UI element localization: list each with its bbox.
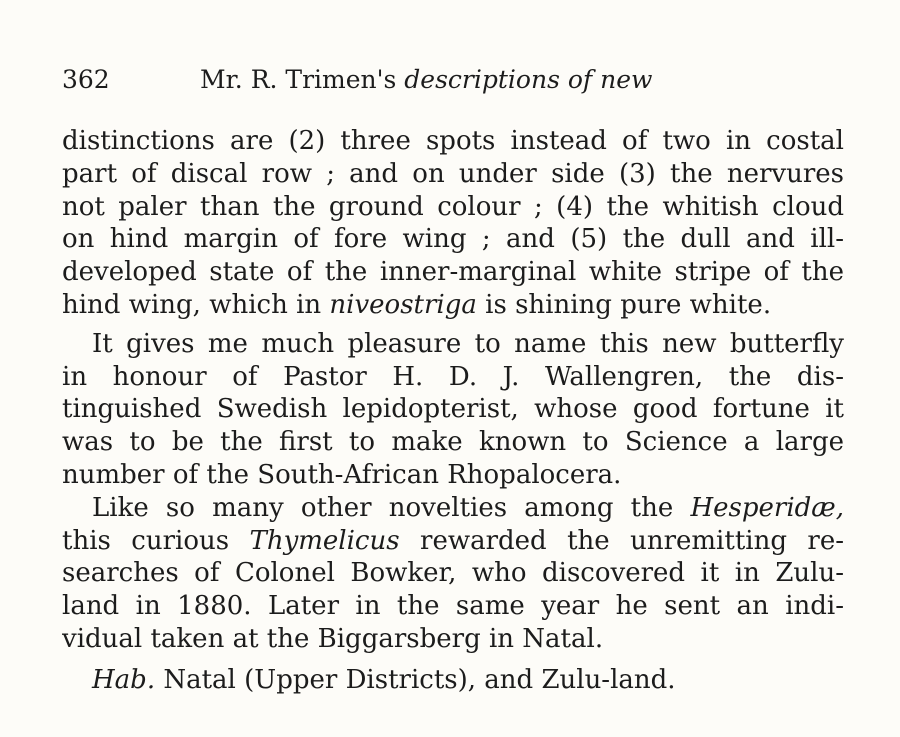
- paragraph-2: [62, 328, 844, 492]
- running-head-title: [200, 62, 652, 98]
- text-line: [62, 492, 844, 525]
- text-line: in honour of Pastor H. D. J. Wallengren, the dis-: [62, 361, 844, 392]
- genus-name: Thymelicus: [249, 525, 400, 556]
- text-line: on hind margin of fore wing ; and (5) the dull and ill-: [62, 224, 844, 255]
- text-line: not paler than the ground colour ; (4) the whitish cloud: [62, 191, 844, 222]
- species-name: niveostriga: [329, 289, 477, 320]
- text-segment: rewarded the unremitting re-: [420, 525, 844, 556]
- text-segment: hind wing, which in: [62, 289, 322, 320]
- text-line: tinguished Swedish lepidopterist, whose good fortune it: [62, 394, 844, 425]
- paragraph-1: [62, 125, 844, 322]
- page-number: 362: [62, 65, 110, 94]
- running-head-italic-3: new: [600, 65, 653, 94]
- text-line: distinctions are (2) three spots instead of two in costal: [62, 126, 844, 156]
- habitat-paragraph: [62, 664, 844, 697]
- running-head-italic-2: of: [567, 65, 593, 94]
- text-line: developed state of the inner-marginal white stripe of the: [62, 257, 844, 288]
- running-head-author: Mr. R. Trimen's: [200, 65, 397, 94]
- text-line: number of the South-African Rhopalocera.: [62, 459, 622, 490]
- text-line: [62, 289, 844, 322]
- text-line: land in 1880. Later in the same year he sent an indi-: [62, 591, 844, 622]
- text-line: was to be the first to make known to Science a large: [62, 427, 844, 458]
- text-segment: this curious: [62, 525, 230, 556]
- text-line: It gives me much pleasure to name this new butterfly: [92, 328, 844, 359]
- running-head-italic-1: descriptions: [404, 65, 560, 94]
- text-line: [62, 525, 844, 558]
- text-line: vidual taken at the Biggarsberg in Natal.: [62, 623, 604, 654]
- paragraph-3: [62, 492, 844, 656]
- text-segment: Like so many other novelties among the: [92, 492, 674, 523]
- family-name: Hesperidæ,: [690, 492, 844, 523]
- habitat-text: Natal (Upper Districts), and Zulu-land.: [163, 664, 676, 695]
- text-line: part of discal row ; and on under side (3) the nervures: [62, 158, 844, 189]
- text-segment: is shining pure white.: [485, 289, 772, 320]
- habitat-label: Hab.: [92, 664, 156, 695]
- text-line: searches of Colonel Bowker, who discovered it in Zulu-: [62, 558, 844, 589]
- text-line: [62, 664, 844, 697]
- body-text: [62, 125, 844, 697]
